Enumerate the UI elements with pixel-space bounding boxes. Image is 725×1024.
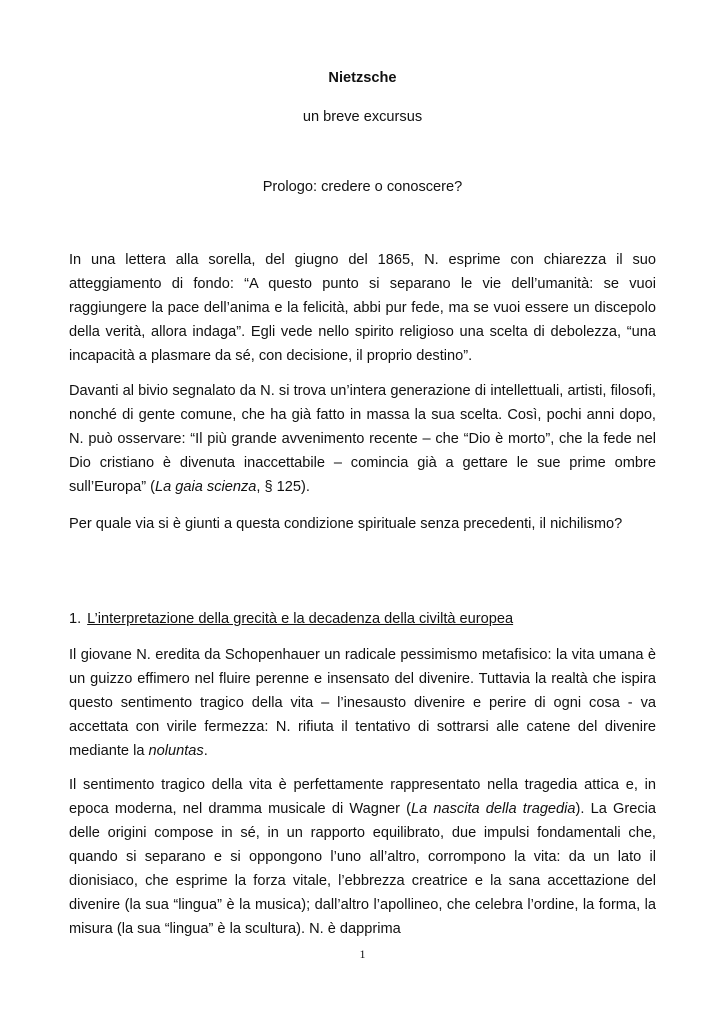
paragraph-5-text-a: Il sentimento tragico della vita è perfettamente rappresentato nella tragedia attica e, in epoca moderna, nel dramma musicale di Wagner ( [69, 777, 656, 817]
paragraph-1: In una lettera alla sorella, del giugno del 1865, N. esprime con chiarezza il suo atteggiamento di fondo: “A questo punto si separano le vie dell’umanità: se vuoi raggiungere la pace dell’anima e la felicità, abbi pur fede, ma se vuoi essere un discepolo della verità, allora indaga”. Egli vede nello spirito religioso una scelta di debolezza, “una incapacità a plasmare da sé, con decisione, il proprio destino”. [69, 252, 656, 364]
section-1-heading [69, 607, 513, 631]
paragraph-2 [69, 379, 656, 499]
paragraph-5-text-b: ). La Grecia delle origini compose in sé, in un rapporto equilibrato, due impulsi fondamentali che, quando si separano e si oppongono l’uno all’altro, corrompono la vita: da un lato il dionisiaco, che esprime la forza vitale, l’ebbrezza creatrice e la sana accettazione del divenire (la sua “lingua” è la musica); dall’altro l’apollineo, che celebra l’ordine, la forma, la misura (la sua “lingua” è la scultura). N. è dapprima [69, 801, 656, 937]
section-1-title: L’interpretazione della grecità e la decadenza della civiltà europea [87, 611, 514, 627]
paragraph-3: Per quale via si è giunti a questa condizione spirituale senza precedenti, il nichilismo? [69, 516, 623, 532]
paragraph-2-text-a: Davanti al bivio segnalato da N. si trova un’intera generazione di intellettuali, artisti, filosofi, nonché di gente comune, che ha già fatto in massa la sua scelta. Così, pochi anni dopo, N. può osservare: “Il più grande avvenimento recente – che “Dio è morto”, che la fede nel Dio cristiano è divenuta inaccettabile – comincia già a gettare le sue prime ombre sull’Europa” ( [69, 383, 656, 495]
paragraph-2-book-title: La gaia scienza [154, 479, 257, 495]
prologue-heading: Prologo: credere o conoscere? [262, 179, 463, 195]
document-subtitle: un breve excursus [302, 109, 423, 125]
paragraph-5-book-title: La nascita della tragedia [410, 801, 576, 817]
paragraph-4-text-b: . [203, 743, 208, 759]
paragraph-4 [69, 643, 656, 763]
paragraph-2-text-b: , § 125). [256, 479, 310, 495]
paragraph-4-term: noluntas [148, 743, 204, 759]
paragraph-4-text-a: Il giovane N. eredita da Schopenhauer un radicale pessimismo metafisico: la vita umana è un guizzo effimero nel fluire perenne e insensato del divenire. Tuttavia la realtà che ispira questo sentimento tragico della vita – l’inesausto divenire e perire di ogni cosa - va accettata con virile fermezza: N. rifiuta il tentativo di sottrarsi alle catene del divenire mediante la [69, 647, 656, 759]
paragraph-5 [69, 773, 656, 941]
document-title: Nietzsche [328, 70, 397, 86]
section-1-number: 1. [69, 611, 82, 627]
page-number: 1 [359, 947, 366, 961]
